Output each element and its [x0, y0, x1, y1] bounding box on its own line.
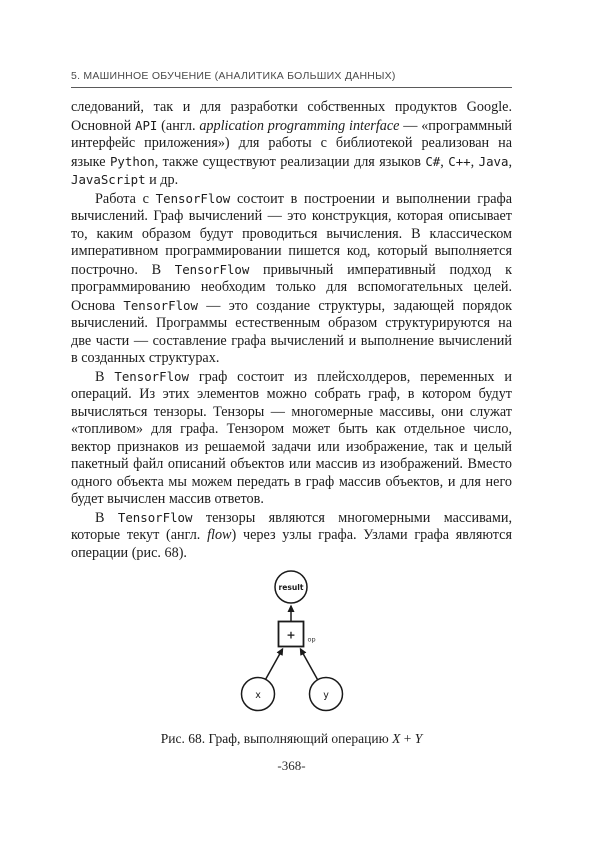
- text-segment: TensorFlow: [117, 509, 193, 525]
- text-segment: Python: [109, 153, 155, 169]
- text-segment: граф состоит из плейсхолдеров, переменных и операций. Из этих элементов можно собрать граф, в котором будут вычисляться тензоры. Тензоры — многомерные массивы, они служат «топливом» для графа. Тензором может быть как отдельное число, вектор признаков из решаемой задачи или изображение, так и целый пакетный файл описаний объектов или массив из изображений. Вместо одного объекта мы можем передать в граф массив объектов, и для него будет вычислен массив ответов.: [71, 368, 512, 507]
- paragraph-tensors-flow: [71, 509, 512, 563]
- x-node-label: x: [254, 690, 261, 701]
- text-segment: привычный императивный подход к программированию необходим только для вспомогательных целей. Основа: [71, 261, 512, 314]
- text-segment: ,: [508, 153, 512, 170]
- text-segment: application programming interface: [199, 117, 400, 134]
- text-segment: X: [392, 731, 401, 746]
- running-header: 5. МАШИННОЕ ОБУЧЕНИЕ (АНАЛИТИКА БОЛЬШИХ ДАННЫХ): [71, 70, 512, 88]
- text-segment: JavaScript: [71, 172, 146, 187]
- text-segment: В: [95, 368, 115, 385]
- text-segment: TensorFlow: [174, 261, 250, 277]
- text-segment: и др.: [145, 172, 179, 188]
- text-segment: — это создание структуры, задающей порядок вычислений. Программы естественным образом структурируются на две части — составление графа вычислений и выполнение вычислений в созданных структурах.: [71, 297, 512, 366]
- edge-y-to-op: [300, 649, 317, 680]
- text-segment: — «программный интерфейс приложения») для работы с библиотекой реализован на языке: [71, 117, 512, 170]
- text-segment: ,: [470, 153, 479, 170]
- text-segment: Y: [414, 731, 423, 746]
- paragraph-graph-construction: [71, 190, 512, 368]
- text-segment: C++: [448, 153, 471, 169]
- text-segment: Рис. 68. Граф, выполняющий операцию: [160, 731, 393, 746]
- text-segment: состоит в построении и выполнении графа вычислений. Граф вычислений — это конструкция, которая описывает то, каким образом будут проводиться вычисления. В классическом императивном программировании пишется код, который выполняется построчно. В: [71, 190, 512, 278]
- paragraph-placeholders-tensors: [71, 368, 512, 509]
- text-segment: API: [135, 117, 158, 133]
- text-segment: TensorFlow: [114, 368, 189, 384]
- text-segment: Java: [478, 153, 509, 169]
- body-text: [71, 99, 512, 562]
- op-node-label: op: [307, 635, 316, 644]
- op-plus-symbol: +: [285, 628, 296, 642]
- figure-68: [71, 568, 512, 723]
- paragraph-continued: [71, 99, 512, 190]
- text-segment: flow: [207, 527, 232, 543]
- text-segment: В: [95, 509, 118, 526]
- text-segment: TensorFlow: [155, 190, 231, 206]
- text-segment: Работа с: [95, 190, 156, 207]
- y-node-label: y: [322, 690, 329, 701]
- text-segment: ) через узлы графа. Узлами графа являются операции (рис. 68).: [71, 527, 512, 561]
- edge-x-to-op: [265, 649, 282, 680]
- text-segment: TensorFlow: [123, 297, 198, 313]
- text-segment: ,: [440, 153, 449, 170]
- text-segment: C#: [425, 153, 441, 169]
- text-segment: +: [400, 731, 415, 746]
- graph-diagram: [207, 568, 377, 718]
- text-segment: , также существуют реализации для языков: [154, 153, 426, 170]
- result-node-label: result: [277, 583, 304, 592]
- page-number: -368-: [277, 758, 306, 773]
- text-segment: тензоры являются многомерными массивами, которые текут (англ.: [71, 509, 512, 543]
- figure-caption: [71, 731, 512, 747]
- text-segment: следований, так и для разработки собственных продуктов Google. Основной: [71, 99, 512, 134]
- text-segment: (англ.: [157, 117, 200, 134]
